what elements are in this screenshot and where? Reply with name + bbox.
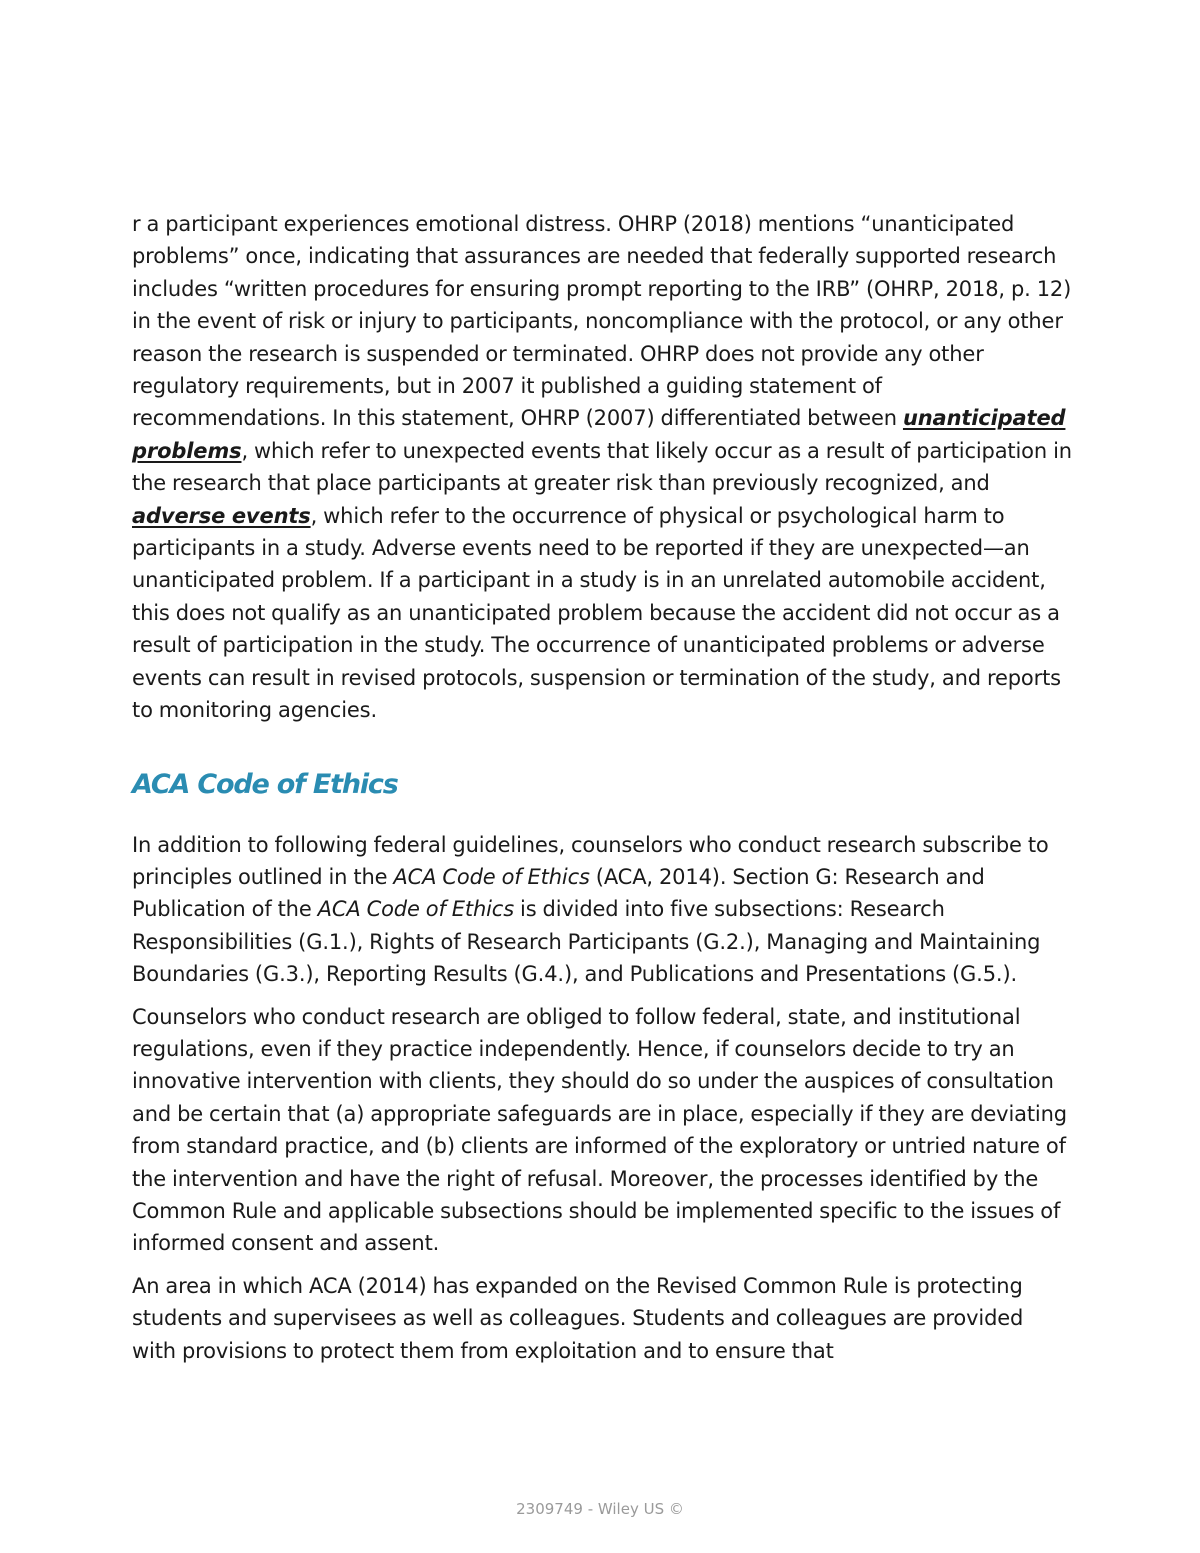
term-adverse-events: adverse events xyxy=(132,503,311,528)
document-body xyxy=(132,208,1072,1377)
page-footer: 2309749 - Wiley US © xyxy=(516,1500,684,1518)
book-title: ACA Code of Ethics xyxy=(393,864,590,889)
paragraph-text: r a participant experiences emotional distress. OHRP (2018) mentions “unanticipated problems” once, indicating that assurances are needed that federally supported research includes “written procedures for ensuring prompt reporting to the IRB” (OHRP, 2018, p. 12) in the event of risk or injury to participants, noncompliance with the protocol, or any other reason the research is suspended or terminated. OHRP does not provide any other regulatory requirements, but in 2007 it published a guiding statement of recommendations. In this statement, OHRP (2007) differentiated between xyxy=(132,212,1072,431)
paragraph-text: (ACA, 2014). Section G: Research and Publication of the xyxy=(132,864,985,922)
paragraph-text: In addition to following federal guidelines, counselors who conduct research subscribe to principles outlined in the xyxy=(132,832,1049,889)
paragraph-text: , which refer to unexpected events that likely occur as a result of participation in the research that place participants at greater risk than previously recognized, and xyxy=(132,438,1072,496)
section-heading: ACA Code of Ethics xyxy=(132,768,398,800)
paragraph-text: is divided into five subsections: Research Responsibilities (G.1.), Rights of Research Participants (G.2.), Managing and Maintaining Boundaries (G.3.), Reporting Results (G.4.), and Publications and Presentations (G.5.). xyxy=(132,897,1041,987)
paragraph-text: , which refer to the occurrence of physical or psychological harm to participants in a study. Adverse events need to be reported if they are unexpected—an unanticipated problem. If a participant in a study is in an unrelated automobile accident, this does not qualify as an unanticipated problem because the accident did not occur as a result of participation in the study. The occurrence of unanticipated problems or adverse events can result in revised protocols, suspension or termination of the study, and reports to monitoring agencies. xyxy=(132,503,1061,723)
paragraph-federal-guidelines xyxy=(132,829,1072,991)
term-unanticipated-problems: unanticipated problems xyxy=(132,406,1066,463)
paragraph-students-supervisees: An area in which ACA (2014) has expanded on the Revised Common Rule is protecting students and supervisees as well as colleagues. Students and colleagues are provided with provisions to protect them from exploitation and to ensure that xyxy=(132,1273,1024,1363)
book-title: ACA Code of Ethics xyxy=(317,897,514,922)
paragraph-unanticipated-problems xyxy=(132,208,1072,727)
paragraph-regulations: Counselors who conduct research are obliged to follow federal, state, and institutional regulations, even if they practice independently. Hence, if counselors decide to try an innovative intervention with clients, they should do so under the auspices of consultation and be certain that (a) appropriate safeguards are in place, especially if they are deviating from standard practice, and (b) clients are informed of the exploratory or untried nature of the intervention and have the right of refusal. Moreover, the processes identified by the Common Rule and applicable subsections should be implemented specific to the issues of informed consent and assent. xyxy=(132,1004,1067,1256)
